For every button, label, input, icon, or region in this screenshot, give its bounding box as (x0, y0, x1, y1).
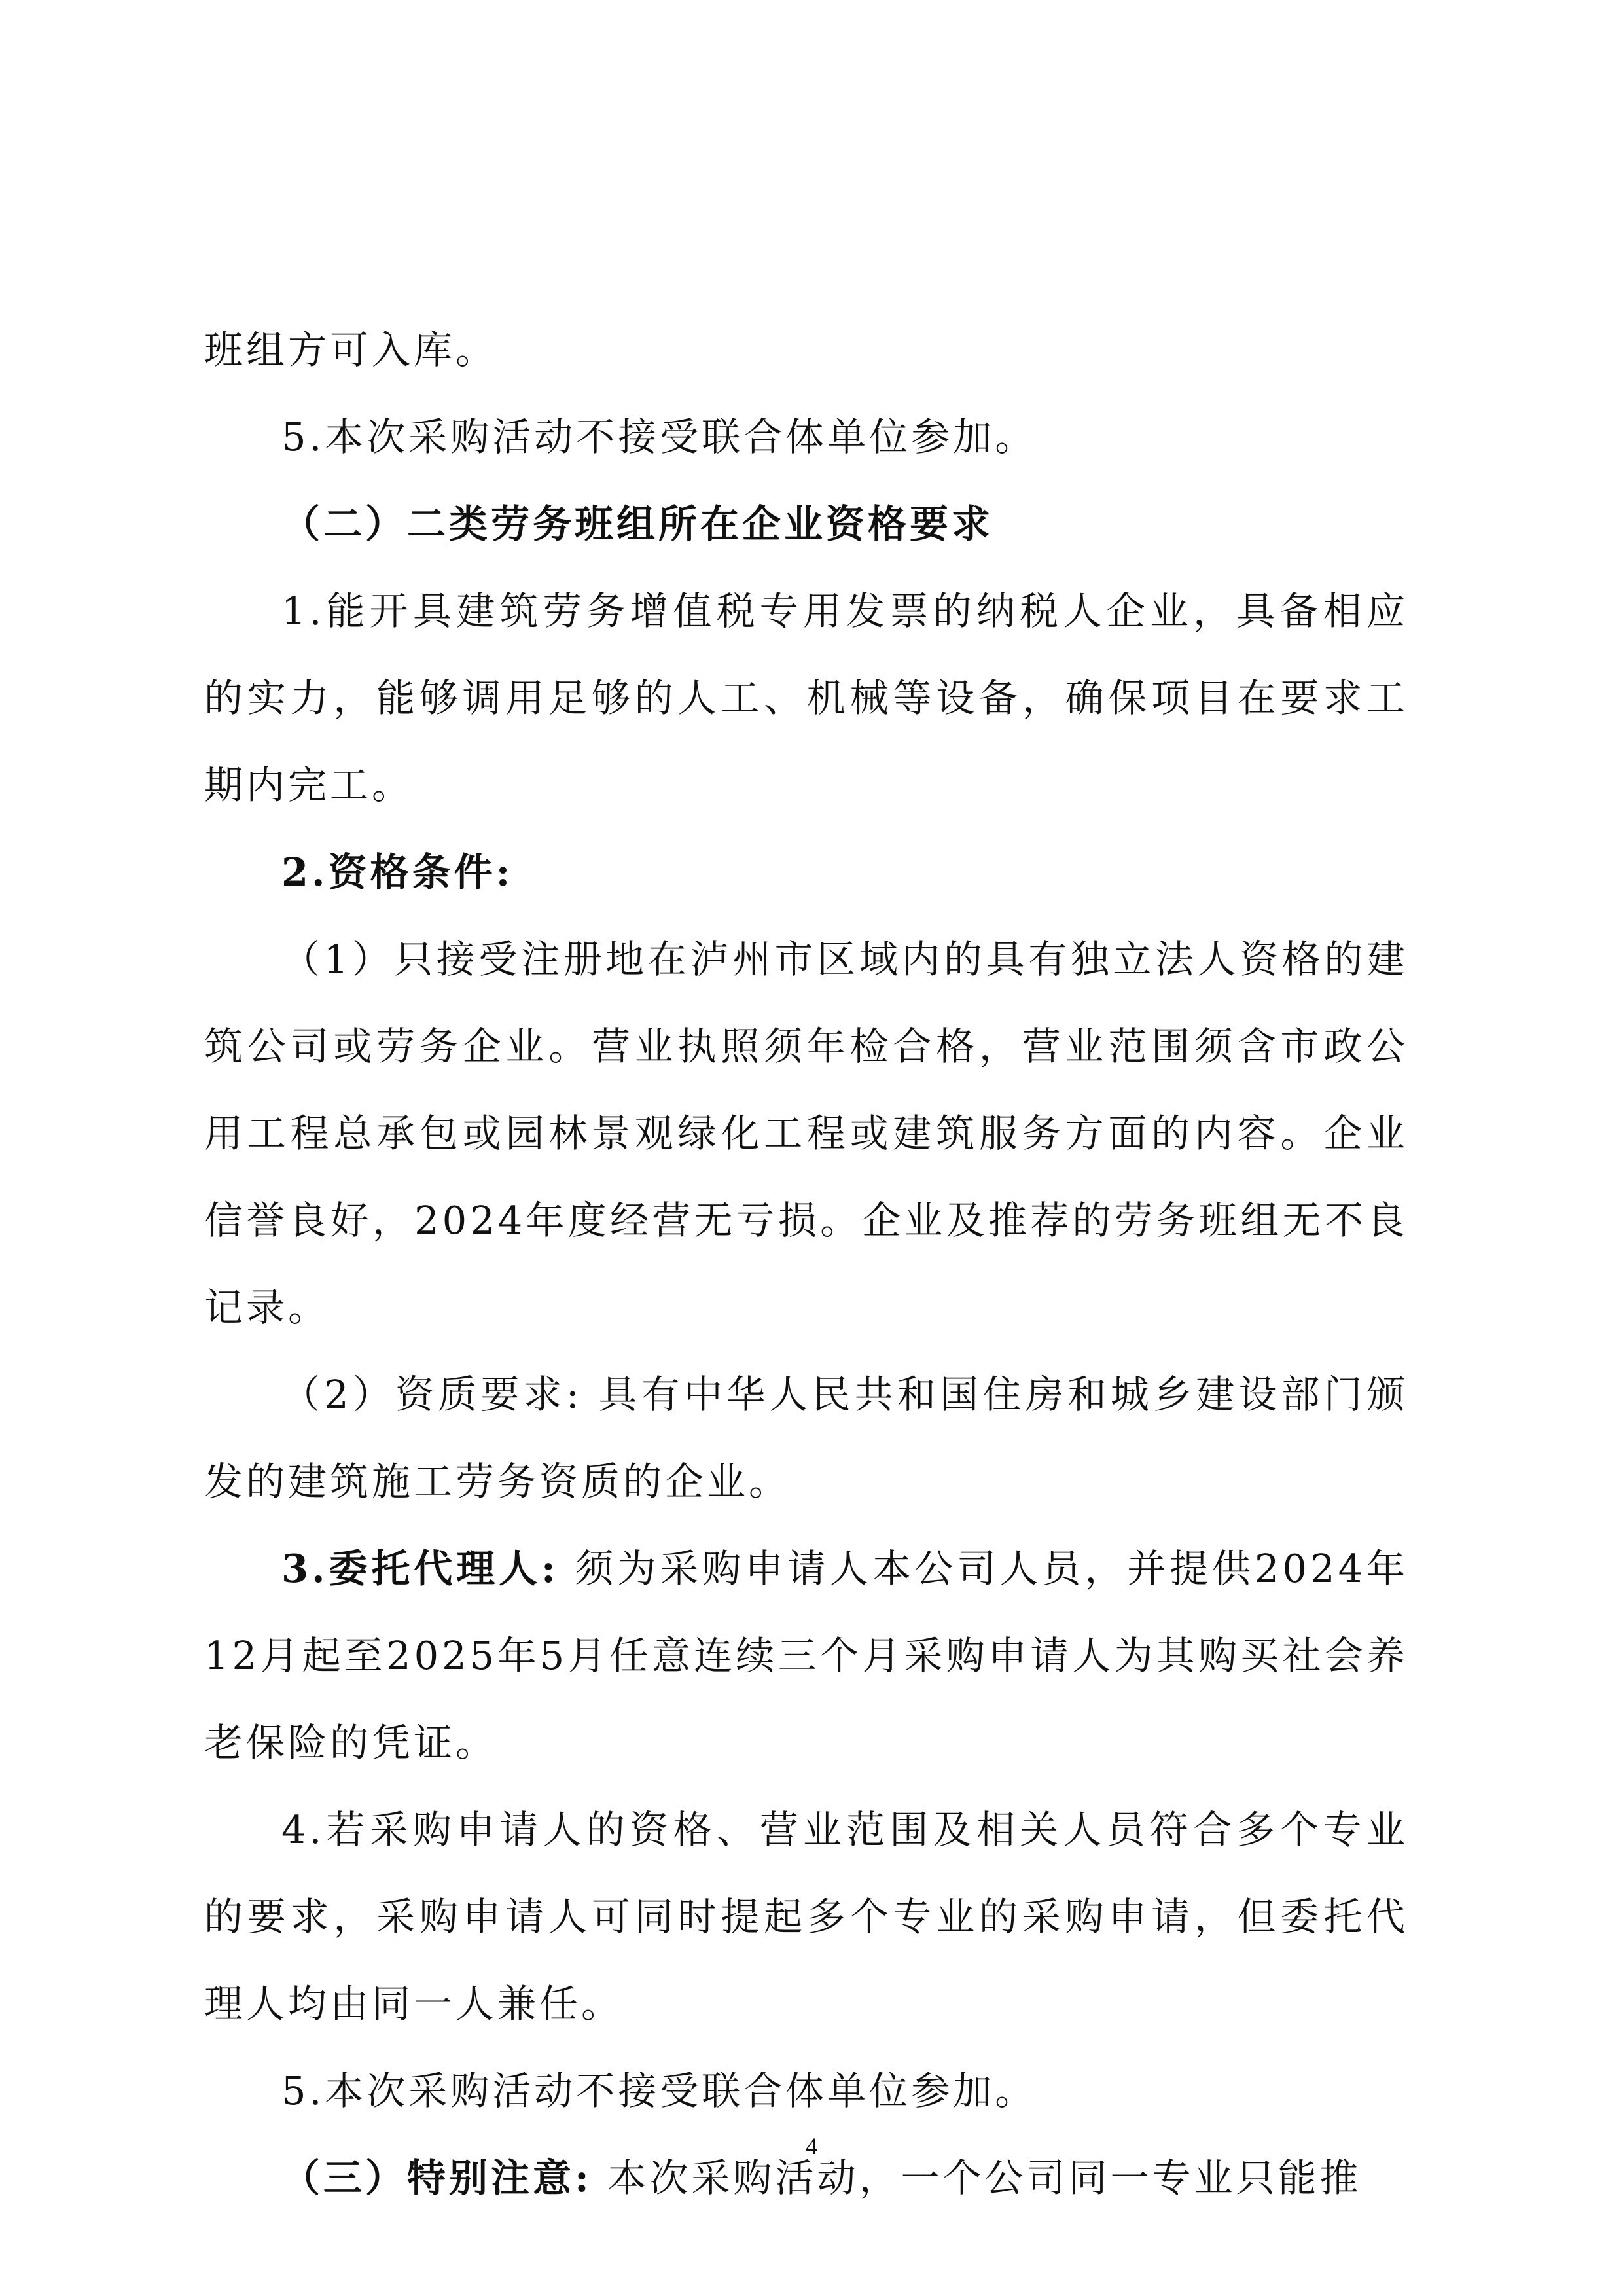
section-heading-class-two: （二）二类劳务班组所在企业资格要求 (281, 501, 994, 547)
paragraph-no-consortium-1: 5.本次采购活动不接受联合体单位参加。 (281, 414, 1037, 459)
document-body (204, 306, 1408, 2221)
paragraph-invoice-capability: 1.能开具建筑劳务增值税专用发票的纳税人企业，具备相应的实力，能够调用足够的人工、机械等设备，确保项目在要求工期内完工。 (204, 588, 1408, 808)
page-number: 4 (806, 2133, 817, 2159)
special-note-text: 本次采购活动，一个公司同一专业只能推 (592, 2155, 1362, 2200)
authorized-agent-text: 须为采购申请人本公司人员，并提供2024年12月起至2025年5月任意连续三个月采购申请人为其购买社会养老保险的凭证。 (204, 1546, 1409, 1765)
paragraph-qualification-requirement: （2）资质要求: 具有中华人民共和国住房和城乡建设部门颁发的建筑施工劳务资质的企业。 (204, 1372, 1408, 1504)
paragraph-registration-requirement: （1）只接受注册地在泸州市区域内的具有独立法人资格的建筑公司或劳务企业。营业执照须年检合格，营业范围须含市政公用工程总承包或园林景观绿化工程或建筑服务方面的内容。企业信誉良好，2024年度经营无亏损。企业及推荐的劳务班组无不良记录。 (204, 937, 1408, 1330)
paragraph-continuation: 班组方可入库。 (204, 327, 498, 372)
special-note-label: （三）特别注意: (281, 2155, 592, 2200)
authorized-agent-label: 3.委托代理人: (281, 1546, 559, 1591)
heading-qualification-conditions: 2.资格条件: (281, 850, 514, 895)
paragraph-multiple-specialties: 4.若采购申请人的资格、营业范围及相关人员符合多个专业的要求，采购申请人可同时提起多个专业的采购申请，但委托代理人均由同一人兼任。 (204, 1807, 1408, 2026)
paragraph-no-consortium-2: 5.本次采购活动不接受联合体单位参加。 (281, 2068, 1037, 2113)
paragraph-authorized-agent (204, 1525, 1408, 1786)
